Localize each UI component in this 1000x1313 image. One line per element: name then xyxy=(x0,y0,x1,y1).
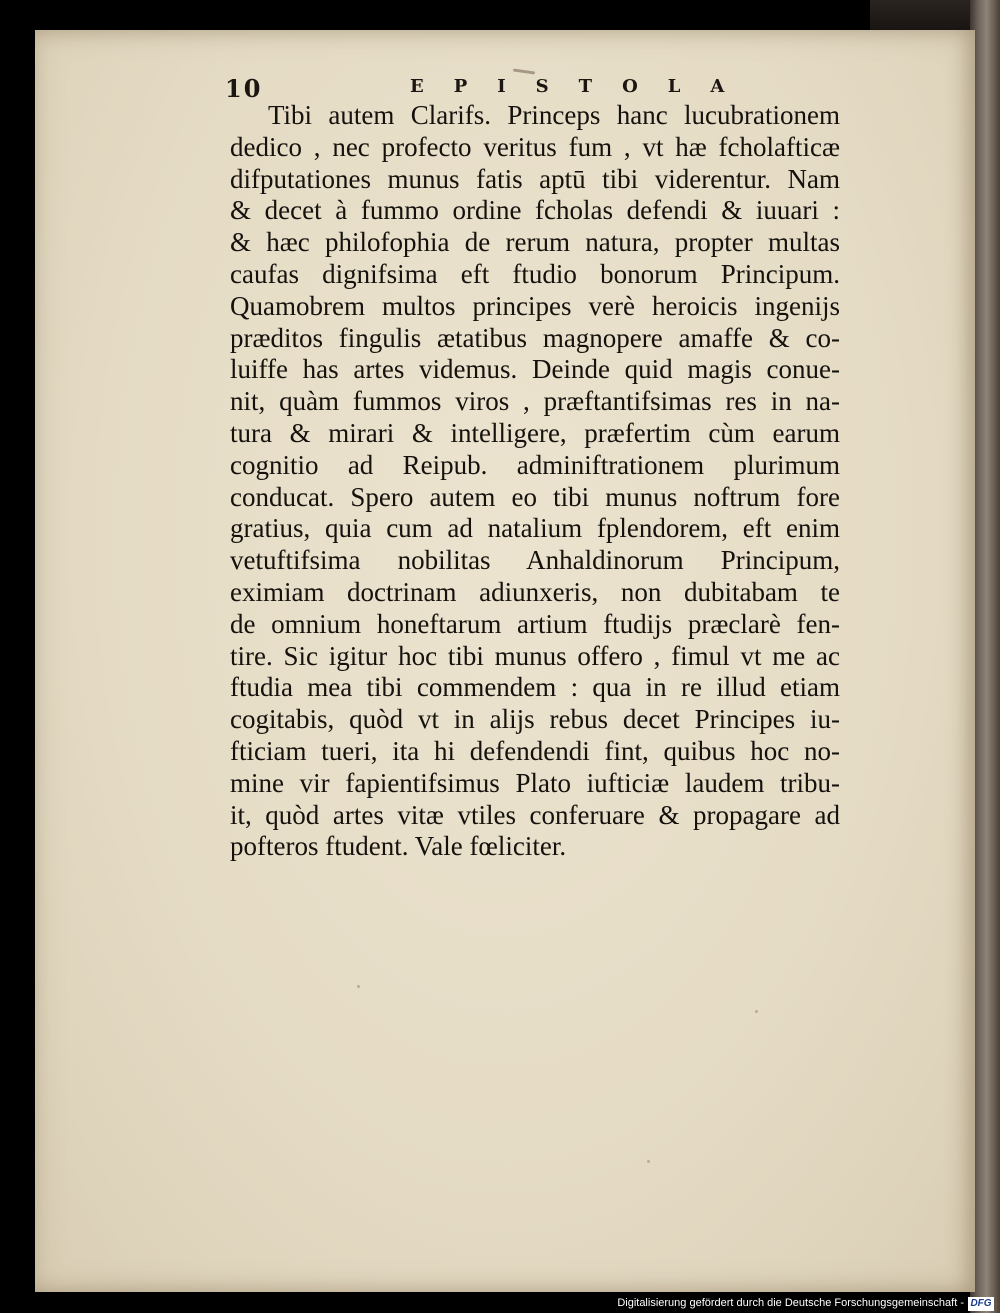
text-line: nit, quàm fummos viros , præftantifsimas res in na- xyxy=(230,386,840,417)
text-line: eximiam doctrinam adiunxeris, non dubitabam te xyxy=(230,576,840,607)
text-line: Tibi autem Clarifs. Princeps hanc lucubrationem xyxy=(268,100,840,130)
text-line: tura & mirari & intelligere, præfertim cùm earum xyxy=(230,417,840,448)
text-line: fticiam tueri, ita hi defendendi fint, quibus hoc no- xyxy=(230,735,840,766)
paper-speck xyxy=(755,1010,758,1013)
text-line: luiffe has artes videmus. Deinde quid magis conue- xyxy=(230,354,840,385)
text-line: gratius, quia cum ad natalium fplendorem, eft enim xyxy=(230,513,840,544)
text-line: & decet à fummo ordine fcholas defendi & iuuari : xyxy=(230,195,840,226)
text-line: difputationes munus fatis aptū tibi viderentur. Nam xyxy=(230,163,840,194)
text-line: pofteros ftudent. Vale fœliciter. xyxy=(230,831,567,862)
text-line: mine vir fapientifsimus Plato iufticiæ laudem tribu- xyxy=(230,767,840,798)
digitization-credit: Digitalisierung gefördert durch die Deutsche Forschungsgemeinschaft - xyxy=(617,1297,964,1309)
text-line: cognitio ad Reipub. adminiftrationem plurimum xyxy=(230,449,840,480)
paper-speck xyxy=(647,1160,650,1163)
running-title: EPISTOLA xyxy=(410,76,755,97)
text-line: Quamobrem multos principes verè heroicis ingenijs xyxy=(230,290,840,321)
text-line: cogitabis, quòd vt in alijs rebus decet Principes iu- xyxy=(230,704,840,735)
text-line: conducat. Spero autem eo tibi munus noftrum fore xyxy=(230,481,840,512)
dfg-logo: DFG xyxy=(968,1297,994,1311)
letter-text xyxy=(230,100,840,863)
text-line: de omnium honeftarum artium ftudijs præclarè fen- xyxy=(230,608,840,639)
text-line: dedico , nec profecto veritus fum , vt hæ fcholafticæ xyxy=(230,131,840,162)
text-line: vetuftifsima nobilitas Anhaldinorum Principum, xyxy=(230,545,840,576)
text-line: it, quòd artes vitæ vtiles conferuare & propagare ad xyxy=(230,799,840,830)
paper-speck xyxy=(357,985,360,988)
text-line: & hæc philofophia de rerum natura, propter multas xyxy=(230,227,840,258)
text-line: tire. Sic igitur hoc tibi munus offero , fimul vt me ac xyxy=(230,640,840,671)
page-number: 10 xyxy=(225,74,263,103)
text-line: ftudia mea tibi commendem : qua in re illud etiam xyxy=(230,672,840,703)
text-line: caufas dignifsima eft ftudio bonorum Principum. xyxy=(230,258,840,289)
text-line: præditos fingulis ætatibus magnopere amaffe & co- xyxy=(230,322,840,353)
